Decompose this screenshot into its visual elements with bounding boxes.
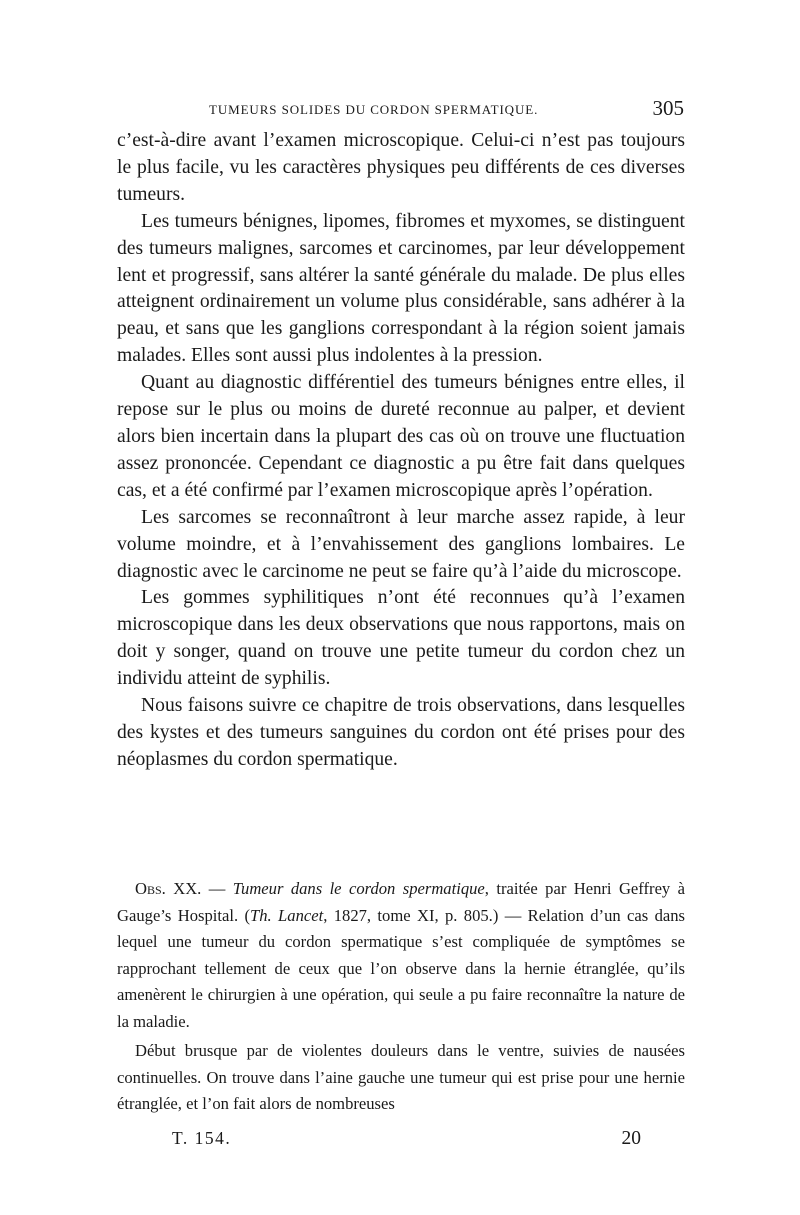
paragraph-5: Les gommes syphilitiques n’ont été reconnues qu’à l’examen microscopique dans les deux observations que nous rapportons, mais on doit y songer, quand on trouve une petite tumeur du cordon chez un individu atteint de syphilis. <box>117 587 685 690</box>
page-number: 305 <box>652 96 684 120</box>
observation-block <box>117 876 685 1118</box>
observation-dash: — <box>201 879 233 898</box>
paragraph-6: Nous faisons suivre ce chapitre de trois observations, dans lesquelles des kystes et des tumeurs sanguines du cordon ont été prises pour des néoplasmes du cordon spermatique. <box>117 695 685 770</box>
observation-paragraph <box>117 876 685 1035</box>
paragraph-1: c’est-à-dire avant l’examen microscopique. Celui-ci n’est pas toujours le plus facile, vu les caractères physiques peu différents de ces diverses tumeurs. <box>117 130 685 205</box>
paragraph-3: Quant au diagnostic différentiel des tumeurs bénignes entre elles, il repose sur le plus ou moins de dureté reconnue au palper, et devient alors bien incertain dans la plupart des cas où on trouve une fluctuation assez prononcée. Cependant ce diagnostic a pu être fait dans quelques cas, et a été confirmé par l’examen microscopique après l’opération. <box>117 372 685 501</box>
running-title: TUMEURS SOLIDES DU CORDON SPERMATIQUE. <box>209 102 539 117</box>
sheet-number: 20 <box>621 1128 641 1149</box>
observation-title: Tumeur dans le cordon spermatique <box>232 879 485 898</box>
paragraph-2: Les tumeurs bénignes, lipomes, fibromes et myxomes, se distinguent des tumeurs malignes, sarcomes et carcinomes, par leur développement lent et progressif, sans altérer la santé générale du malade. De plus elles atteignent ordinairement un volume plus considérable, sans adhérer à la peau, et sans que les ganglions correspondant à la région soient jamais malades. Elles sont aussi plus indolentes à la pression. <box>117 210 685 367</box>
observation-label: Obs. XX. <box>135 879 202 898</box>
signature-mark: T. 154. <box>172 1128 232 1148</box>
page-footer <box>117 1128 685 1156</box>
observation-paragraph-2: Début brusque par de violentes douleurs dans le ventre, suivies de nausées continuelles. On trouve dans l’aine gauche une tumeur qui est prise pour une hernie étranglée, et l’on fait alors de nombreuses <box>117 1041 685 1113</box>
observation-reference: , 1827, tome XI, p. 805.) — Relation d’un cas dans lequel une tumeur du cordon spermatique s’est compliquée de symptômes se rapprochant tellement de ceux que l’on observe dans la hernie étranglée, qu’ils amenèrent le chirurgien à une opération, qui seule a pu faire reconnaître la nature de la maladie. <box>117 905 685 1031</box>
paragraph-4: Les sarcomes se reconnaîtront à leur marche assez rapide, à leur volume moindre, et à l’envahissement des ganglions lombaires. Le diagnostic avec le carcinome ne peut se faire qu’à l’aide du microscope. <box>117 506 685 582</box>
main-text <box>117 128 685 774</box>
observation-after-title: , traitée par Henri Geffrey à Gauge’s Hospital. ( <box>117 879 685 925</box>
running-head <box>117 96 687 122</box>
observation-journal: Th. Lancet <box>250 905 324 925</box>
